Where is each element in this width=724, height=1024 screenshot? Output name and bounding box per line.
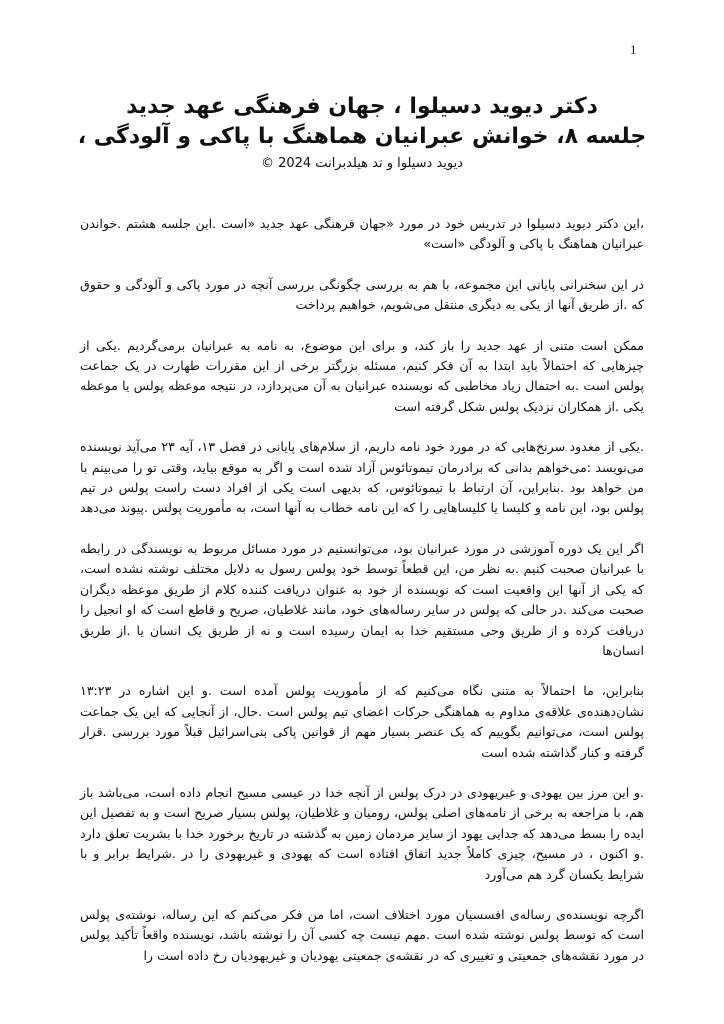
page-subtitle: جلسه ۸، خوانش عبرانیان هماهنگ با پاکی و آلودگی ، [77,124,647,149]
copyright-byline: دیوید دسیلوا و تد هیلدبرانت 2024 © [260,156,464,171]
page-title: دکتر دیوید دسیلوا ، جهان فرهنگی عهد جدید [126,94,598,119]
paragraph: .یکی از معدود سرنخ‌هایی که در مورد خود نامه داریم، از سلام‌های پایانی در فصل ۱۳، آیه ۲۳ می‌آید نویسنده می‌نویسد :می‌خواهم بدانی که برادرمان تیموتائوس آزاد شده است و اگر به موقع بیاید، وقتی تو را می‌بینم با من خواهد بود .بنابراین، آن ارتباط با تیموتائوس، که بدیهی است یکی از افراد دست راست پولس در تیم پولس بود، این نامه و کلیسا یا کلیساهایی را که این نامه خطاب به آنها است، به مأموریت پولس .پیوند می‌دهد [80,439,644,516]
paragraph: اگر این یک دوره آموزشی در مورد عبرانیان بود، می‌توانستیم در مورد مسائل مربوط به نویسندگی در رابطه با عبرانیان صحبت کنیم .به نظر من، این قطعاً توسط خود پولس رسول به دلایل مختلف نوشته نشده است، که یکی از آنها این واقعیت است که نویسنده از خود به عنوان دریافت کننده کلام از طریق موعظه دیگران صحبت می‌کند .در حالی که پولس در سایر رساله‌های خود، مانند غلاطیان، صریح و قاطع است که او انجیل را دریافت کرده و از طریق وحی مستقیم خدا به ایمان رسیده است و نه از طریق یک انسان یا .از طریق انسان‌ها [80,540,644,658]
paragraph: در این سخنرانی پایانی این مجموعه، با هم به بررسی چگونگی بررسی آنچه در مورد پاکی و آلودگی و حقوق که .از طریق آنها از یکی به دیگری منتقل می‌شویم، خواهیم پرداخت [80,276,644,313]
paragraph: ممکن است متنی از عهد جدید را باز کند، و برای این موضوع، به نامه به عبرانیان برمی‌گردیم .یکی از چیزهایی که احتمالاً باید ابتدا به آن فکر کنیم، مسئله بزرگتر برخی از این مقررات طهارت در یک جماعت پولس است .به احتمال زیاد مخاطبی که نویسنده عبرانیان به آن می‌پردازد، در نتیجه موعظه پولس یا موعظه یکی .از همکاران نزدیک پولس شکل گرفته است [80,337,644,414]
paragraph: .و این مرز بین یهودی و غیریهودی در درک پولس از آنچه خدا در عیسی مسیح انجام داده است، می‌باشد باز هم، با مراجعه به برخی از نامه‌های اصلی پولس، رومیان و غلاطیان، پولس بسیار صریح است و به تفصیل این ایده را بسط می‌دهد که جدایی یهود از سایر مردمان زمین به گذشته در تاریخ برخورد خدا با بشریت تعلق دارد .و اکنون ، در مسیح، چیزی کاملاً جدید اتفاق افتاده است که یهودی و غیریهودی را در .شرایط برابر و با شرایط یکسان گرد هم می‌آورد [80,784,644,882]
document-header [60,92,664,174]
paragraph: بنابراین، ما احتمالاً به متنی نگاه می‌کنیم که از مأموریت پولس آمده است .و این اشاره در ۱۳:۲۳ نشان‌دهنده‌ی علاقه‌ی مداوم به هماهنگی حرکات اعضای تیم پولس است .حال، از آنجایی که این یک جماعت پولس است، می‌توانیم بگوییم که یک عنصر بسیار مهم از قوانین پاکی بنی‌اسرائیل قبلاً مورد بررسی .قرار گرفته و کنار گذاشته شده است [80,683,644,760]
document-body [80,214,644,986]
paragraph: ،این دکتر دیوید دسیلوا در تدریس خود در مورد «جهان فرهنگی عهد جدید «است .این جلسه هشتم .خواندن عبرانیان هماهنگ با پاکی و آلودگی «است» [80,216,644,252]
paragraph: اگرچه نویسنده‌ی رساله‌ی افسسیان مورد اختلاف است، اما من فکر می‌کنم که این رساله، نوشته‌ی پولس است که توسط پولس نوشته شده است .مهم نیست چه کسی آن را نوشته باشد، نویسنده واقعاً تأکید پولس در مورد نقشه‌های جمعیتی و تغییری که در نقشه‌ی جمعیتی یهودیان و غیریهودیان رخ داده است را [80,906,644,963]
page-number: 1 [630,42,637,57]
